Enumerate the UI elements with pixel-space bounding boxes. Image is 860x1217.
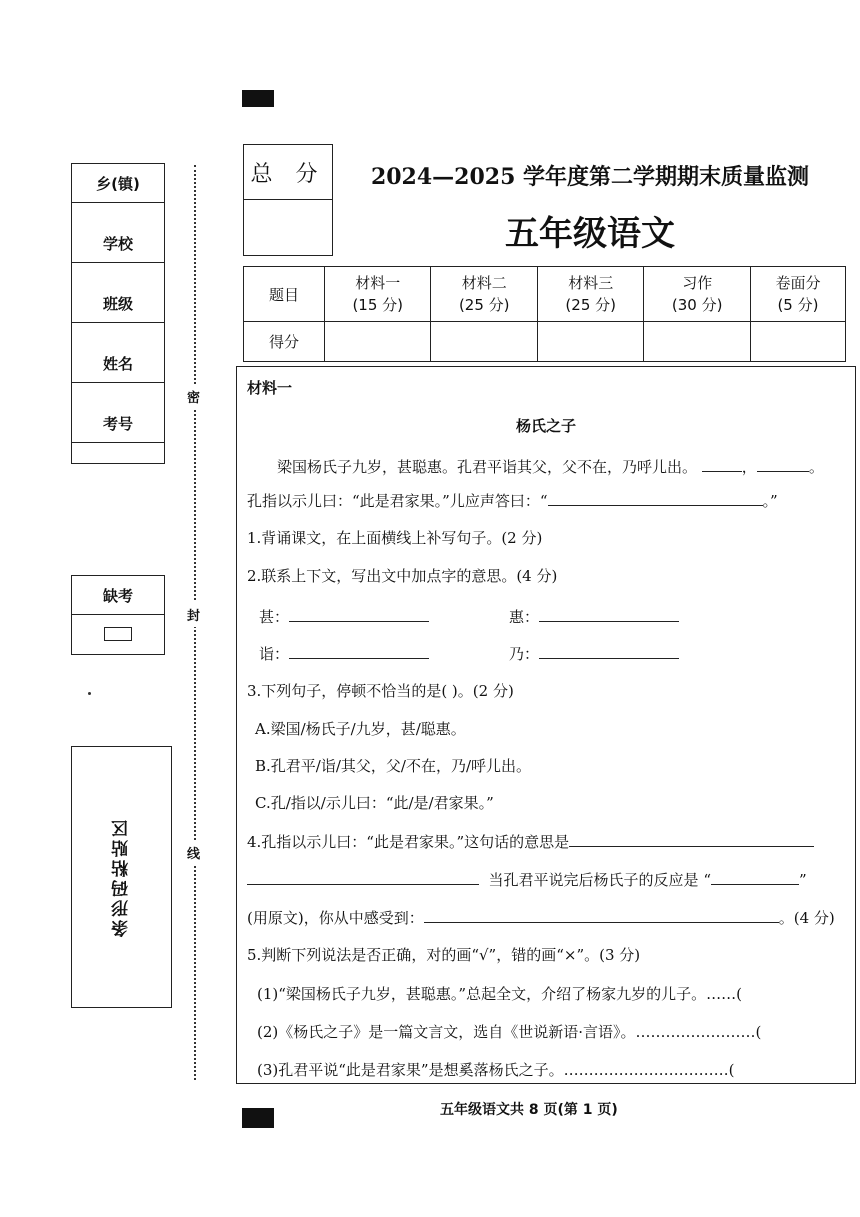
- section-header: 习作 (30 分): [644, 267, 750, 322]
- answer-blank[interactable]: [711, 868, 799, 885]
- answer-blank[interactable]: [424, 906, 779, 923]
- q2-word-yi: 诣：: [259, 642, 429, 664]
- q2-word-shen: 甚：: [259, 605, 429, 627]
- exam-title: 2024—2025 学年度第二学期期末质量监测: [370, 164, 810, 190]
- question-3: 3.下列句子，停顿不恰当的是( )。(2 分): [247, 682, 514, 700]
- field-label-school: 学校: [72, 224, 164, 263]
- answer-blank[interactable]: [247, 868, 479, 885]
- absent-box: [71, 575, 165, 655]
- answer-blank[interactable]: [539, 605, 679, 622]
- barcode-label: 条形码粘贴区: [112, 817, 132, 937]
- passage-line-1: 梁国杨氏子九岁，甚聪惠。孔君平诣其父，父不在，乃呼儿出。 ， 。: [277, 455, 824, 477]
- q2-word-nai: 乃：: [509, 642, 679, 664]
- fill-blank[interactable]: [548, 489, 763, 506]
- answer-blank[interactable]: [289, 642, 429, 659]
- total-score-box: [243, 144, 333, 256]
- answer-blank[interactable]: [289, 605, 429, 622]
- q5-item-3: (3)孔君平说“此是君家果”是想奚落杨氏之子。……………………………(: [257, 1061, 735, 1079]
- score-table: [243, 266, 846, 362]
- row-label-topic: 题目: [244, 267, 325, 322]
- field-label-name: 姓名: [72, 344, 164, 383]
- fill-blank[interactable]: [757, 455, 809, 472]
- score-cell[interactable]: [537, 322, 643, 362]
- section-header: 材料三 (25 分): [537, 267, 643, 322]
- field-label-class: 班级: [72, 284, 164, 323]
- q2-word-hui: 惠：: [509, 605, 679, 627]
- passage-line-2: 孔指以示儿曰：“此是君家果。”儿应声答曰：“ 。”: [247, 489, 778, 511]
- q3-option-a: A.梁国/杨氏子/九岁，甚/聪惠。: [255, 720, 466, 738]
- question-4-line-1: 4.孔指以示儿曰：“此是君家果。”这句话的意思是: [247, 830, 814, 852]
- registration-mark-top: [242, 90, 274, 107]
- seal-char-feng: 封: [187, 602, 200, 627]
- question-1: 1.背诵课文，在上面横线上补写句子。(2 分): [247, 529, 543, 547]
- dot-mark: [88, 692, 91, 695]
- subject-title: 五年级语文: [505, 214, 675, 254]
- field-label-town: 乡(镇): [72, 164, 164, 203]
- section-header: 材料一 (15 分): [325, 267, 431, 322]
- score-cell[interactable]: [644, 322, 750, 362]
- q5-item-2: (2)《杨氏之子》是一篇文言文，选自《世说新语·言语》。……………………(: [257, 1023, 762, 1041]
- barcode-area: [71, 746, 172, 1008]
- page-footer: 五年级语文共 8 页(第 1 页): [440, 1102, 618, 1118]
- absent-checkbox[interactable]: [104, 627, 132, 641]
- answer-blank[interactable]: [569, 830, 814, 847]
- q3-option-b: B.孔君平/诣/其父，父/不在，乃/呼儿出。: [255, 757, 532, 775]
- field-label-exam-number: 考号: [72, 404, 164, 443]
- q5-item-1: (1)“梁国杨氏子九岁，甚聪惠。”总起全文，介绍了杨家九岁的儿子。……(: [257, 985, 742, 1003]
- total-score-label: 总 分: [244, 145, 332, 200]
- section-heading: 材料一: [247, 379, 293, 397]
- q3-option-c: C.孔/指以/示儿曰：“此/是/君家果。”: [255, 794, 494, 812]
- answer-blank[interactable]: [539, 642, 679, 659]
- question-5: 5.判断下列说法是否正确，对的画“√”，错的画“×”。(3 分): [247, 946, 641, 964]
- section-header: 材料二 (25 分): [431, 267, 537, 322]
- fill-blank[interactable]: [702, 455, 742, 472]
- score-cell[interactable]: [325, 322, 431, 362]
- question-4-line-3: (用原文)，你从中感受到： 。(4 分): [247, 906, 835, 928]
- row-label-score: 得分: [244, 322, 325, 362]
- seal-char-mi: 密: [187, 384, 200, 409]
- score-cell[interactable]: [750, 322, 845, 362]
- student-info-column: [71, 163, 165, 464]
- registration-mark-bottom: [242, 1108, 274, 1128]
- section-header: 卷面分 (5 分): [750, 267, 845, 322]
- question-2: 2.联系上下文，写出文中加点字的意思。(4 分): [247, 567, 558, 585]
- passage-title: 杨氏之子: [515, 417, 576, 435]
- absent-label: 缺考: [72, 576, 164, 615]
- material-one-section: [236, 366, 856, 1084]
- question-4-line-2: 当孔君平说完后杨氏子的反应是 “ ”: [247, 868, 807, 890]
- score-cell[interactable]: [431, 322, 537, 362]
- seal-char-xian: 线: [187, 840, 200, 865]
